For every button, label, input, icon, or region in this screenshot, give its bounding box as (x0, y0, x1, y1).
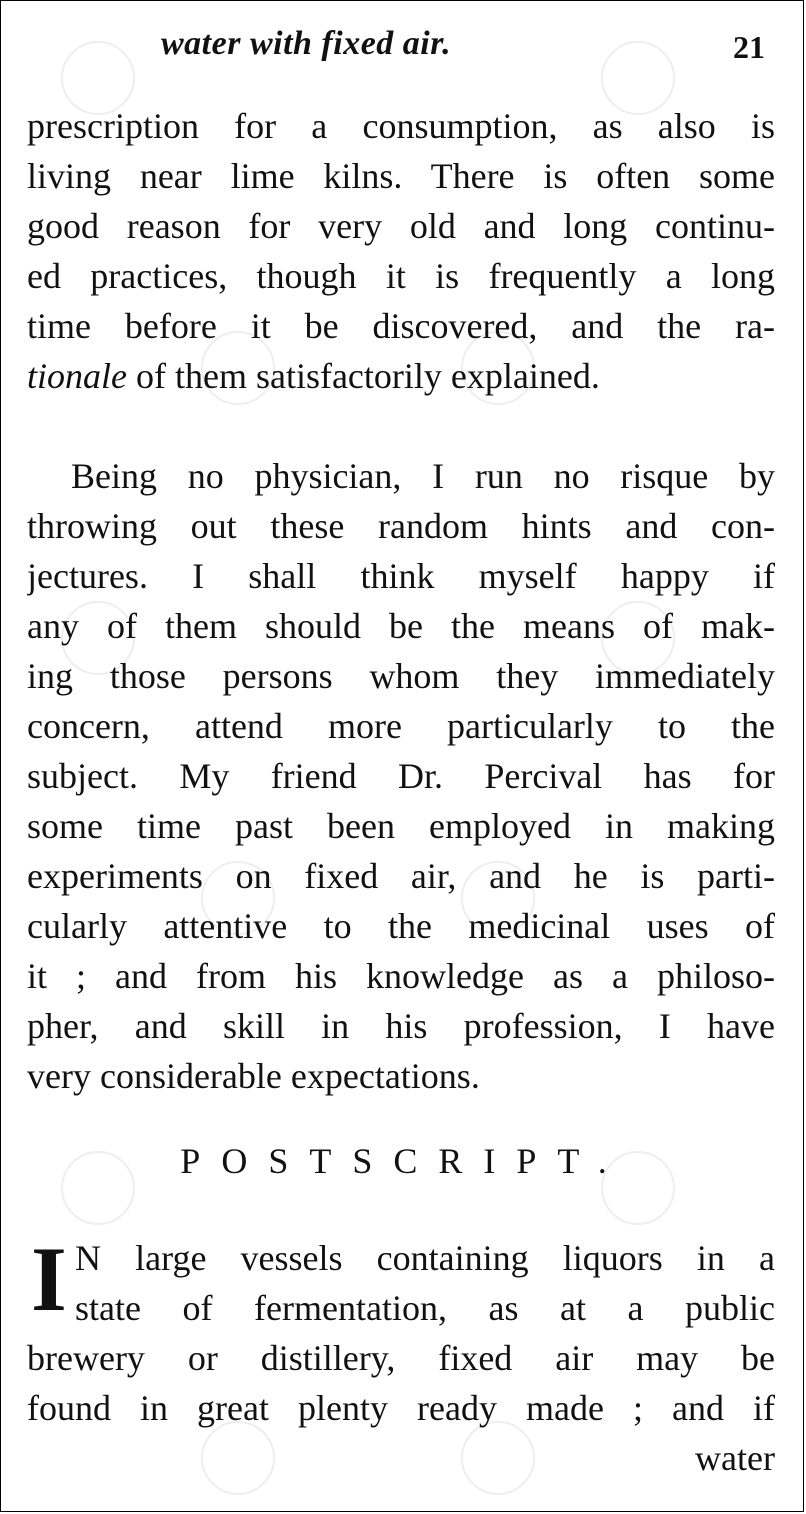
text-line: prescription for a consumption, as also is (27, 106, 775, 146)
text-line: cularly attentive to the medicinal uses of (27, 906, 775, 946)
catchword: water (695, 1438, 775, 1478)
text-line: living near lime kilns. There is often some (27, 156, 775, 196)
text-line (27, 301, 775, 351)
text-line: very considerable expectations. (27, 1056, 480, 1096)
text-line: jectures. I shall think myself happy if (27, 556, 775, 596)
drop-cap: I (31, 1228, 67, 1330)
text-line: it ; and from his knowledge as a philoso- (27, 956, 775, 996)
paragraph-2 (27, 451, 775, 1101)
text-line: throwing out these random hints and con- (27, 506, 775, 546)
postscript-heading: POSTSCRIPT. (180, 1141, 628, 1181)
text-line: subject. My friend Dr. Percival has for (27, 756, 775, 796)
text-line: ed practices, though it is frequently a long (27, 256, 775, 296)
text-line: any of them should be the means of mak- (27, 606, 775, 646)
page-number: 21 (733, 29, 765, 65)
paragraph-1 (27, 101, 775, 401)
text-line: concern, attend more particularly to the (27, 706, 775, 746)
postscript-paragraph (27, 1228, 775, 1483)
text-line: experiments on fixed air, and he is parti- (27, 856, 775, 896)
text-line: some time past been employed in making (27, 806, 775, 846)
text-line: found in great plenty ready made ; and if (27, 1388, 775, 1428)
text-line: Being no physician, I run no risque by (71, 456, 775, 496)
italic-word: tionale (27, 356, 127, 396)
text-line: brewery or distillery, fixed air may be (27, 1338, 775, 1378)
running-title: water with fixed air. (161, 25, 452, 62)
text-line: pher, and skill in his profession, I have (27, 1006, 775, 1046)
text-line: state of fermentation, as at a public (75, 1288, 775, 1328)
text-line: ing those persons whom they immediately (27, 656, 775, 696)
text-fragment: of them satisfactorily explained. (126, 356, 600, 396)
text-line: N large vessels containing liquors in a (75, 1238, 775, 1278)
text-fragment: time before it be discovered, and the ra- (27, 306, 775, 346)
text-line: good reason for very old and long continu- (27, 206, 775, 246)
text-line (27, 351, 775, 401)
